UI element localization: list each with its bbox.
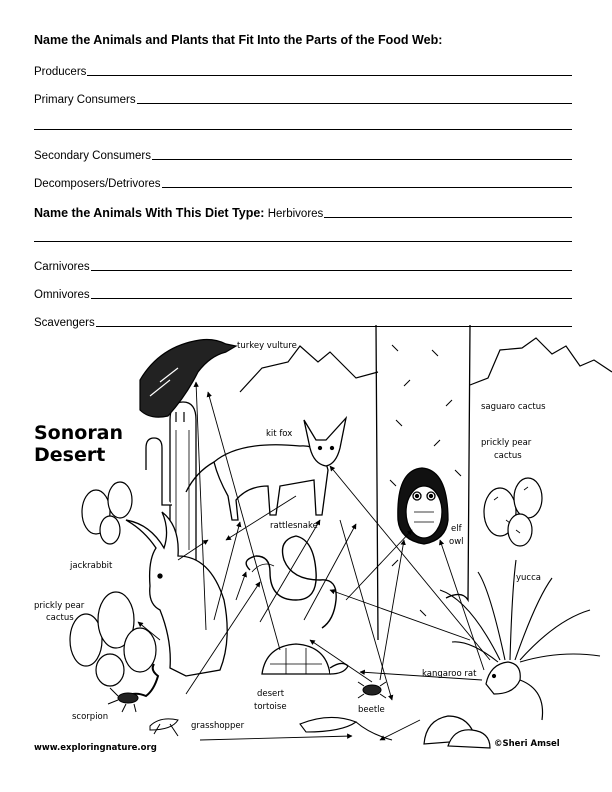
kangaroo-rat-label: kangaroo rat bbox=[422, 669, 477, 679]
producers-label: Producers bbox=[34, 66, 87, 78]
primary-consumers-label: Primary Consumers bbox=[34, 94, 136, 106]
primary-consumers-extra-line[interactable] bbox=[34, 129, 572, 130]
grasshopper-icon bbox=[150, 719, 178, 736]
mountain-ridge-right bbox=[470, 338, 612, 385]
omnivores-row bbox=[34, 285, 572, 301]
desert-tortoise-label-2: tortoise bbox=[254, 702, 287, 712]
food-web-illustration bbox=[0, 318, 612, 792]
rattlesnake-label: rattlesnake bbox=[270, 521, 318, 531]
prickly-pear-left-label-1: prickly pear bbox=[34, 601, 85, 611]
decomposers-answer-line[interactable] bbox=[162, 187, 572, 188]
desert-title: Desert bbox=[34, 444, 106, 466]
scorpion-label: scorpion bbox=[72, 712, 109, 722]
jackrabbit-label: jackrabbit bbox=[70, 561, 113, 571]
prickly-pear-right-label-2: cactus bbox=[494, 451, 522, 461]
primary-consumers-answer-line[interactable] bbox=[137, 103, 572, 104]
carnivores-answer-line[interactable] bbox=[91, 270, 572, 271]
prickly-pear-left-label-2: cactus bbox=[46, 613, 74, 623]
prickly-pear-cactus-right-icon bbox=[484, 478, 542, 546]
turkey-vulture-label: turkey vulture bbox=[237, 341, 297, 351]
copyright-notice: ©Sheri Amsel bbox=[494, 739, 560, 749]
mountain-ridge-center bbox=[240, 346, 378, 392]
diet-prompt-label bbox=[34, 206, 323, 220]
beetle-icon bbox=[358, 682, 386, 698]
prickly-pear-right-label-1: prickly pear bbox=[481, 438, 532, 448]
secondary-consumers-row bbox=[34, 146, 572, 162]
elf-owl-icon bbox=[398, 468, 448, 544]
beetle-label: beetle bbox=[358, 705, 385, 715]
kangaroo-rat-icon bbox=[486, 662, 543, 720]
website-url: www.exploringnature.org bbox=[34, 743, 157, 753]
desert-tortoise-label-1: desert bbox=[257, 689, 285, 699]
herbivores-answer-line[interactable] bbox=[324, 217, 572, 218]
producers-answer-line[interactable] bbox=[87, 75, 572, 76]
elf-owl-label-2: owl bbox=[449, 537, 464, 547]
elf-owl-label-1: elf bbox=[451, 524, 462, 534]
yucca-label: yucca bbox=[516, 573, 541, 583]
diet-prompt: Name the Animals With This Diet Type: bbox=[34, 206, 265, 220]
primary-consumers-row bbox=[34, 90, 572, 106]
omnivores-answer-line[interactable] bbox=[91, 298, 572, 299]
carnivores-label: Carnivores bbox=[34, 261, 90, 273]
decomposers-row bbox=[34, 174, 572, 190]
kit-fox-label: kit fox bbox=[266, 429, 293, 439]
grasshopper-label: grasshopper bbox=[191, 721, 245, 731]
sonoran-title: Sonoran bbox=[34, 422, 124, 444]
scavengers-label: Scavengers bbox=[34, 317, 95, 329]
saguaro-cactus-label: saguaro cactus bbox=[481, 402, 546, 412]
decomposers-label: Decomposers/Detrivores bbox=[34, 178, 161, 190]
herbivores-extra-line[interactable] bbox=[34, 241, 572, 242]
desert-tortoise-icon bbox=[262, 644, 348, 674]
producers-row bbox=[34, 62, 572, 78]
carnivores-row bbox=[34, 257, 572, 273]
herbivores-label: Herbivores bbox=[267, 208, 324, 220]
rocks-icon bbox=[424, 716, 490, 748]
omnivores-label: Omnivores bbox=[34, 289, 90, 301]
prickly-pear-cactus-top-left-icon bbox=[82, 482, 132, 544]
herbivores-row bbox=[34, 204, 572, 220]
secondary-consumers-label: Secondary Consumers bbox=[34, 150, 151, 162]
worksheet-heading: Name the Animals and Plants that Fit Into the Parts of the Food Web: bbox=[34, 33, 443, 47]
secondary-consumers-answer-line[interactable] bbox=[152, 159, 572, 160]
